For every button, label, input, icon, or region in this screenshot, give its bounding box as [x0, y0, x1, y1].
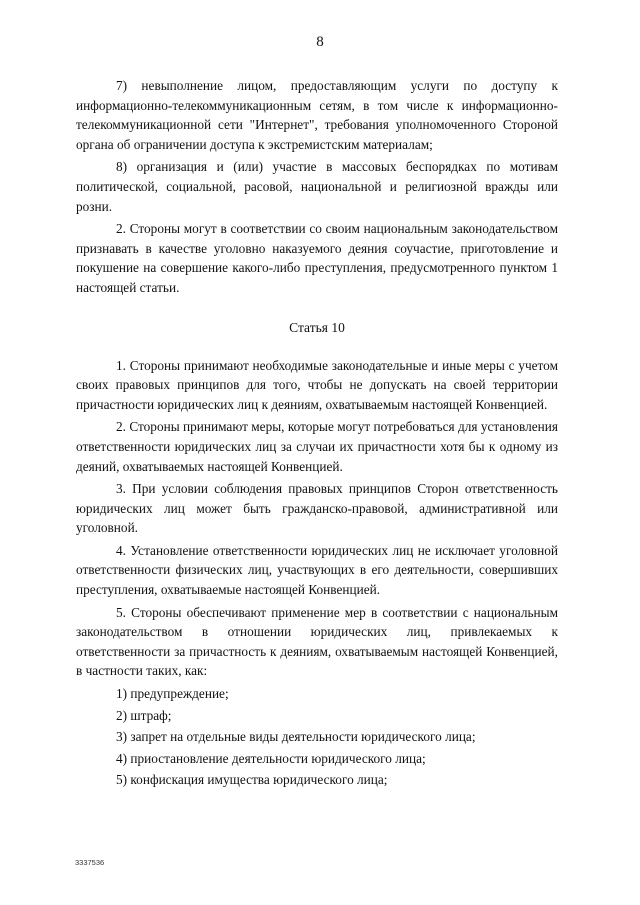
article-paragraph-1: 1. Стороны принимают необходимые законодательные и иные меры с учетом своих правовых принципов для того, чтобы не допускать на своей территории причастности юридических лиц к деяниям, охватываемым настоящей Конвенцией.	[76, 357, 558, 412]
page-number: 8	[316, 34, 324, 50]
article-paragraph-5: 5. Стороны обеспечивают применение мер в соответствии с национальным законодательством в отношении юридических лиц, привлекаемых к ответственности за причастность к деяниям, охватываемым настоящей Конвенцией, в частности таких, как:	[76, 604, 558, 679]
paragraph-clause-2: 2. Стороны могут в соответствии со своим национальным законодательством признавать в качестве уголовно наказуемого деяния соучастие, приготовление и покушение на совершение какого-либо преступления, предусмотренного пунктом 1 настоящей статьи.	[76, 221, 558, 295]
article-heading: Статья 10	[289, 319, 345, 335]
list-item: 3) запрет на отдельные виды деятельности юридического лица;	[116, 729, 476, 745]
paragraph-item-8: 8) организация и (или) участие в массовых беспорядках по мотивам политической, социальной, расовой, национальной и религиозной вражды или розни.	[76, 159, 558, 214]
article-paragraph-4: 4. Установление ответственности юридических лиц не исключает уголовной ответственности физических лиц, участвующих в его деятельности, совершивших преступления, охватываемые настоящей Конвенцией.	[76, 542, 558, 598]
list-item: 2) штраф;	[116, 707, 172, 723]
document-code: 3337536	[75, 858, 105, 867]
paragraph-item-7: 7) невыполнение лицом, предоставляющим услуги по доступу к информационно-телекоммуникационным сетям, в том числе к информационно-телекоммуникационной сети "Интернет", требования уполномоченного Стороной органа об ограничении доступа к экстремистским материалам;	[76, 78, 558, 152]
article-paragraph-2: 2. Стороны принимают меры, которые могут потребоваться для установления ответственности юридических лиц за случаи их причастности хотя бы к одному из деяний, охватываемых настоящей Конвенцией.	[76, 419, 558, 474]
list-item: 4) приостановление деятельности юридического лица;	[116, 750, 426, 766]
article-paragraph-3: 3. При условии соблюдения правовых принципов Сторон ответственность юридических лиц может быть гражданско-правовой, административной или уголовной.	[76, 481, 558, 536]
list-item: 5) конфискация имущества юридического лица;	[116, 772, 388, 788]
list-item: 1) предупреждение;	[116, 686, 229, 702]
document-body	[76, 76, 558, 792]
